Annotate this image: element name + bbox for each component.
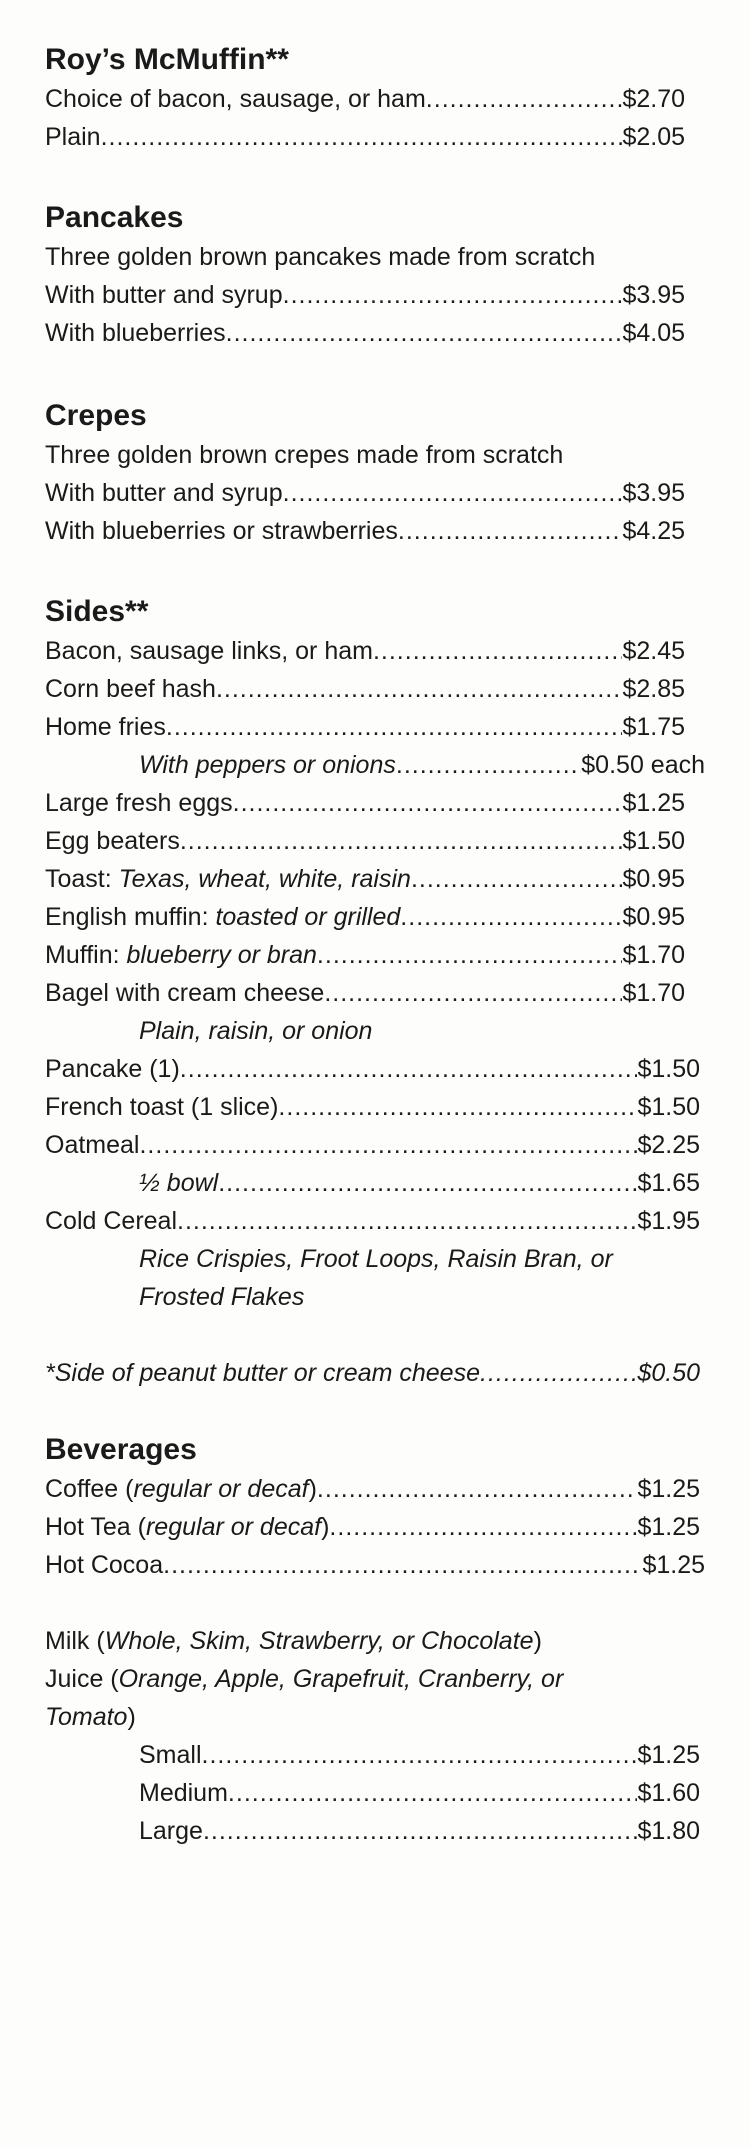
item-price: $0.50 [637,1359,700,1387]
item-label-text: Coffee ( [45,1475,134,1503]
menu-item [45,974,685,1012]
menu-subitem [45,746,705,784]
menu-item [45,474,685,512]
menu-item [45,1546,705,1584]
size-price: $1.60 [637,1779,700,1807]
menu-item [45,1088,700,1126]
item-label: Corn beef hash [45,675,216,703]
mcmuffin-section [45,40,705,156]
size-price: $1.25 [637,1741,700,1769]
juice-label: Juice ( [45,1665,119,1693]
item-price: $0.50 each [581,751,705,779]
item-label-text: English muffin: [45,903,216,931]
item-options: Texas, wheat, white, raisin [118,865,411,893]
size-label: Small [139,1741,202,1769]
item-label: Plain [45,123,101,151]
menu-item [45,118,685,156]
menu-item [45,1508,700,1546]
beverages-section [45,1430,705,1850]
item-label [45,898,400,936]
menu-item [45,1050,700,1088]
item-price: $4.25 [622,517,685,545]
menu-item [45,80,685,118]
milk-label: Milk ( [45,1627,105,1655]
cereal-options-line2: Frosted Flakes [139,1283,305,1311]
item-label-close: ) [321,1513,330,1541]
item-label: Hot Cocoa [45,1551,164,1579]
item-price: $0.95 [622,903,685,931]
menu-item [45,670,685,708]
menu-item [45,1202,700,1240]
item-label: With blueberries or strawberries [45,517,398,545]
item-price: $2.05 [622,123,685,151]
menu-item [45,898,685,936]
pancakes-description: Three golden brown pancakes made from scratch [45,243,596,271]
item-label [45,1508,329,1546]
item-label: With peppers or onions [139,751,396,779]
sides-title: Sides** [45,595,149,628]
sides-section [45,592,705,1392]
item-price: $1.75 [622,713,685,741]
size-item [45,1812,700,1850]
beverages-title: Beverages [45,1433,197,1466]
item-label: With blueberries [45,319,226,347]
item-label [45,1470,317,1508]
item-price: $1.70 [622,979,685,1007]
item-label [45,860,411,898]
menu-item [45,1470,700,1508]
item-label: With butter and syrup [45,281,283,309]
crepes-title: Crepes [45,399,147,432]
milk-line [45,1622,705,1660]
bagel-options: Plain, raisin, or onion [139,1017,373,1045]
pancakes-title: Pancakes [45,201,184,234]
menu-item [45,632,685,670]
menu-item [45,1126,700,1164]
item-label: Cold Cereal [45,1207,178,1235]
cereal-options-line1: Rice Crispies, Froot Loops, Raisin Bran, or [139,1245,613,1273]
item-price: $1.25 [622,789,685,817]
item-label: *Side of peanut butter or cream cheese [45,1359,480,1387]
item-label: Bagel with cream cheese [45,979,325,1007]
item-label-text: Hot Tea ( [45,1513,146,1541]
menu-item [45,784,685,822]
item-label: With butter and syrup [45,479,283,507]
item-label: Oatmeal [45,1131,140,1159]
menu-item [45,822,685,860]
milk-options: Whole, Skim, Strawberry, or Chocolate [104,1627,534,1655]
menu-subitem [45,1164,700,1202]
item-price: $1.50 [637,1055,700,1083]
item-price: $1.70 [622,941,685,969]
item-price: $3.95 [622,479,685,507]
menu-item [45,512,685,550]
pancakes-section [45,198,705,352]
item-price: $1.65 [637,1169,700,1197]
item-options: blueberry or bran [126,941,317,969]
menu-item-note [45,1354,700,1392]
item-label-text: Muffin: [45,941,127,969]
item-label-close: ) [308,1475,317,1503]
item-label: Large fresh eggs [45,789,233,817]
item-label [45,936,317,974]
item-label: Egg beaters [45,827,180,855]
item-label: ½ bowl [139,1169,219,1197]
menu-item [45,276,685,314]
juice-options-line2: Tomato [45,1703,128,1731]
item-label: Bacon, sausage links, or ham [45,637,373,665]
item-options: regular or decaf [145,1513,322,1541]
size-label: Large [139,1817,203,1845]
item-price: $2.70 [622,85,685,113]
menu-item [45,708,685,746]
milk-close: ) [533,1627,542,1655]
menu-item [45,314,685,352]
item-price: $2.85 [622,675,685,703]
item-price: $2.25 [637,1131,700,1159]
item-options: regular or decaf [133,1475,309,1503]
item-options: toasted or grilled [215,903,401,931]
menu-item [45,860,685,898]
mcmuffin-title: Roy’s McMuffin** [45,43,289,76]
juice-line [45,1660,705,1698]
crepes-description: Three golden brown crepes made from scratch [45,441,564,469]
juice-options-line1: Orange, Apple, Grapefruit, Cranberry, or [118,1665,564,1693]
item-price: $1.50 [637,1093,700,1121]
menu-item [45,936,685,974]
juice-close: ) [127,1703,136,1731]
item-price: $0.95 [622,865,685,893]
item-price: $1.95 [637,1207,700,1235]
item-label: Home fries [45,713,166,741]
item-price: $1.25 [637,1475,700,1503]
item-price: $3.95 [622,281,685,309]
item-label-text: Toast: [45,865,119,893]
juice-line-2 [45,1698,705,1736]
size-item [45,1774,700,1812]
item-price: $1.25 [642,1551,705,1579]
size-item [45,1736,700,1774]
size-price: $1.80 [637,1817,700,1845]
item-price: $4.05 [622,319,685,347]
crepes-section [45,396,705,550]
item-label: French toast (1 slice) [45,1093,279,1121]
item-label: Pancake (1) [45,1055,180,1083]
item-price: $1.50 [622,827,685,855]
item-price: $2.45 [622,637,685,665]
item-price: $1.25 [637,1513,700,1541]
item-label: Choice of bacon, sausage, or ham [45,85,426,113]
size-label: Medium [139,1779,228,1807]
